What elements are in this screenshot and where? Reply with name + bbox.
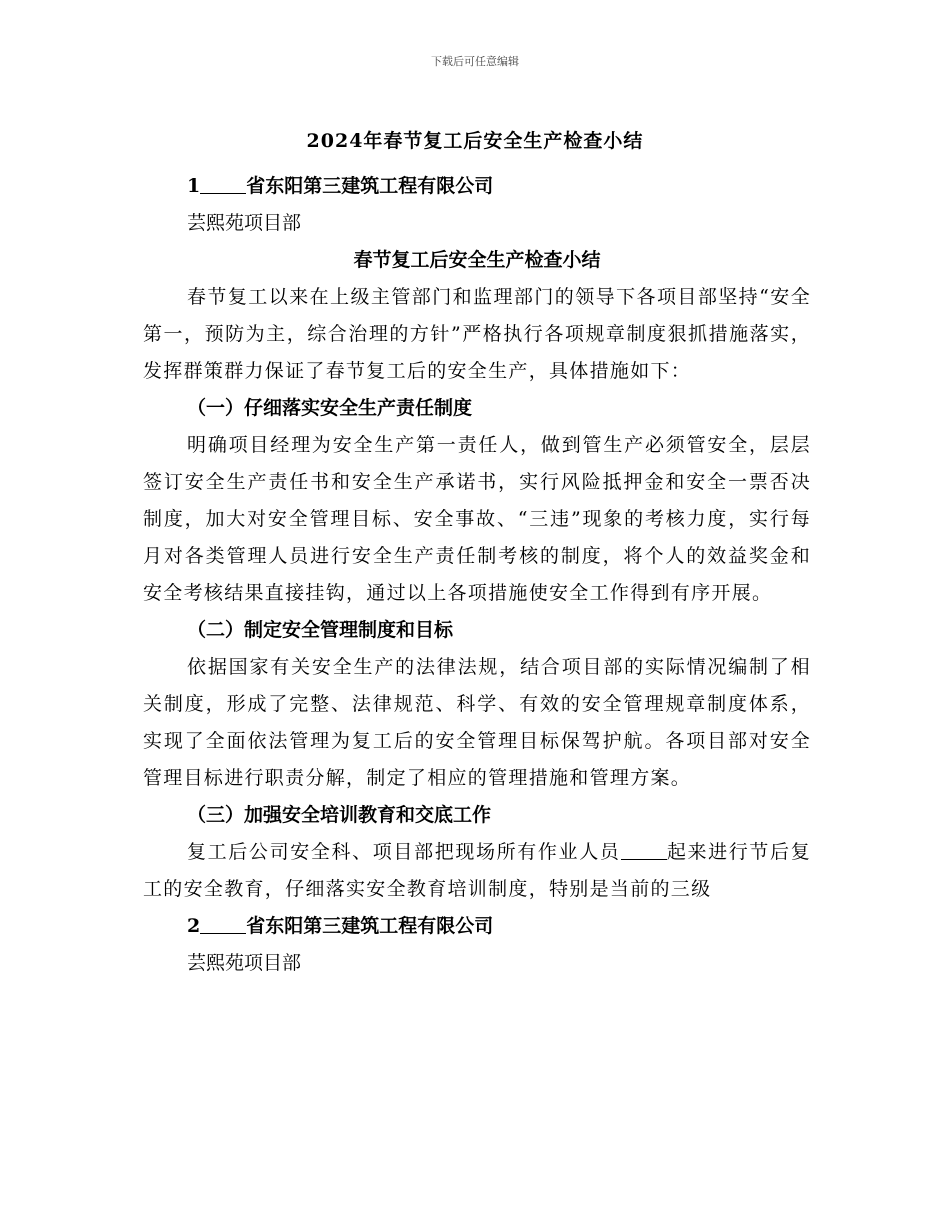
blank-underline	[200, 175, 246, 194]
section-body-3	[143, 834, 811, 908]
company-line-1	[143, 168, 811, 205]
section-heading-1: （一）仔细落实安全生产责任制度	[187, 397, 473, 419]
header-note: 下载后可任意编辑	[431, 55, 519, 68]
section-body-3-part-2: 起来进行节后复工的安全教育，仔细落实安全教育培训制度，特别是当前的三级	[143, 841, 811, 900]
company-name: 省东阳第三建筑工程有限公司	[246, 915, 494, 937]
blank-underline	[621, 841, 667, 860]
intro-paragraph: 春节复工以来在上级主管部门和监理部门的领导下各项目部坚持“安全第一，预防为主，综合治理的方针”严格执行各项规章制度狠抓措施落实，发挥群策群力保证了春节复工后的安全生产，具体措施如下：	[143, 286, 811, 382]
section-body-3-part-1: 复工后公司安全科、项目部把现场所有作业人员	[187, 841, 621, 863]
blank-underline	[200, 915, 246, 934]
document-title: 2024年春节复工后安全生产检查小结	[306, 130, 644, 152]
company-number: 1	[187, 175, 201, 197]
company-name: 省东阳第三建筑工程有限公司	[246, 175, 494, 197]
project-name-2: 芸熙苑项目部	[187, 952, 302, 974]
project-name-1: 芸熙苑项目部	[187, 212, 302, 234]
section-body-1: 明确项目经理为安全生产第一责任人，做到管生产必须管安全，层层签订安全生产责任书和安全生产承诺书，实行风险抵押金和安全一票否决制度，加大对安全管理目标、安全事故、“三违”现象的考核力度，实行每月对各类管理人员进行安全生产责任制考核的制度，将个人的效益奖金和安全考核结果直接挂钩，通过以上各项措施使安全工作得到有序开展。	[143, 434, 811, 604]
company-number: 2	[187, 915, 201, 937]
section-body-2: 依据国家有关安全生产的法律法规，结合项目部的实际情况编制了相关制度，形成了完整、法律规范、科学、有效的安全管理规章制度体系，实现了全面依法管理为复工后的安全管理目标保驾护航。各项目部对安全管理目标进行职责分解，制定了相应的管理措施和管理方案。	[143, 656, 811, 789]
company-line-2	[143, 908, 811, 945]
subtitle: 春节复工后安全生产检查小结	[353, 249, 601, 271]
section-heading-3: （三）加强安全培训教育和交底工作	[187, 804, 492, 826]
document-body	[143, 168, 811, 982]
section-heading-2: （二）制定安全管理制度和目标	[187, 619, 454, 641]
